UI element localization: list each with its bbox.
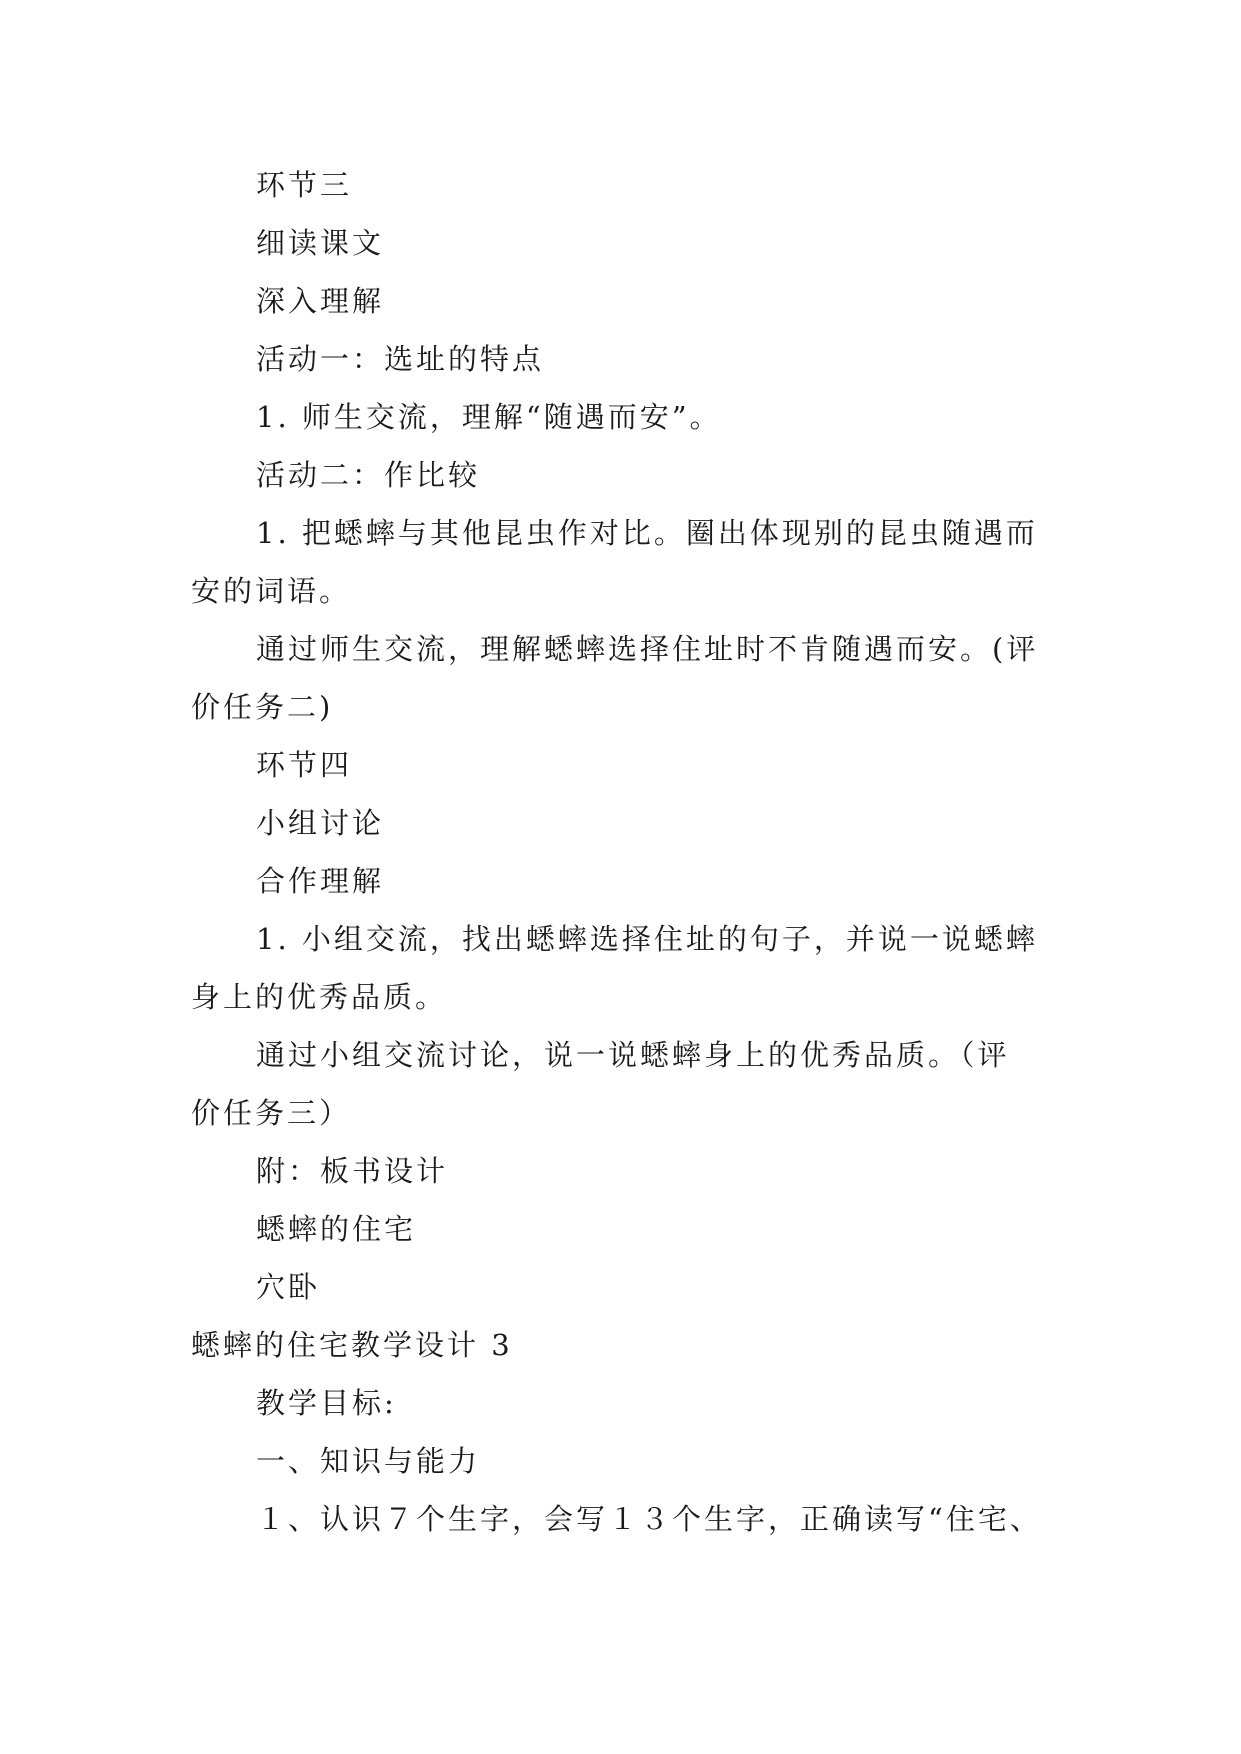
section-heading: 环节三 [256,168,353,202]
section-heading: 环节四 [256,748,353,782]
text-line: 小组讨论 [256,806,385,840]
paragraph-line: 1. 把蟋蟀与其他昆虫作对比。圈出体现别的昆虫随遇而 [256,516,1038,550]
text-line: 蟋蟀的住宅 [256,1212,417,1246]
paragraph-line: 价任务二) [191,690,334,724]
activity-heading: 活动二：作比较 [256,458,481,492]
text-line: 附：板书设计 [256,1154,449,1188]
text-line: 教学目标: [256,1386,397,1420]
text-line: 一、知识与能力 [256,1444,481,1478]
document-title: 蟋蟀的住宅教学设计 3 [191,1328,513,1362]
paragraph-line: 安的词语。 [191,574,352,608]
paragraph-line: 价任务三） [191,1096,352,1130]
paragraph-line: 通过师生交流，理解蟋蟀选择住址时不肯随遇而安。(评 [256,632,1039,666]
text-line: 穴卧 [256,1270,321,1304]
text-line: 深入理解 [256,284,385,318]
paragraph-line: 通过小组交流讨论，说一说蟋蟀身上的优秀品质。（评 [256,1038,1010,1072]
paragraph-line: 1. 小组交流，找出蟋蟀选择住址的句子，并说一说蟋蟀 [256,922,1038,956]
text-line: 细读课文 [256,226,385,260]
activity-heading: 活动一：选址的特点 [256,342,545,376]
paragraph-line: 身上的优秀品质。 [191,980,448,1014]
list-item: 1. 师生交流，理解“随遇而安”。 [256,400,722,434]
paragraph-line: １、认识７个生字，会写１３个生字，正确读写“住宅、 [256,1502,1042,1536]
text-line: 合作理解 [256,864,385,898]
